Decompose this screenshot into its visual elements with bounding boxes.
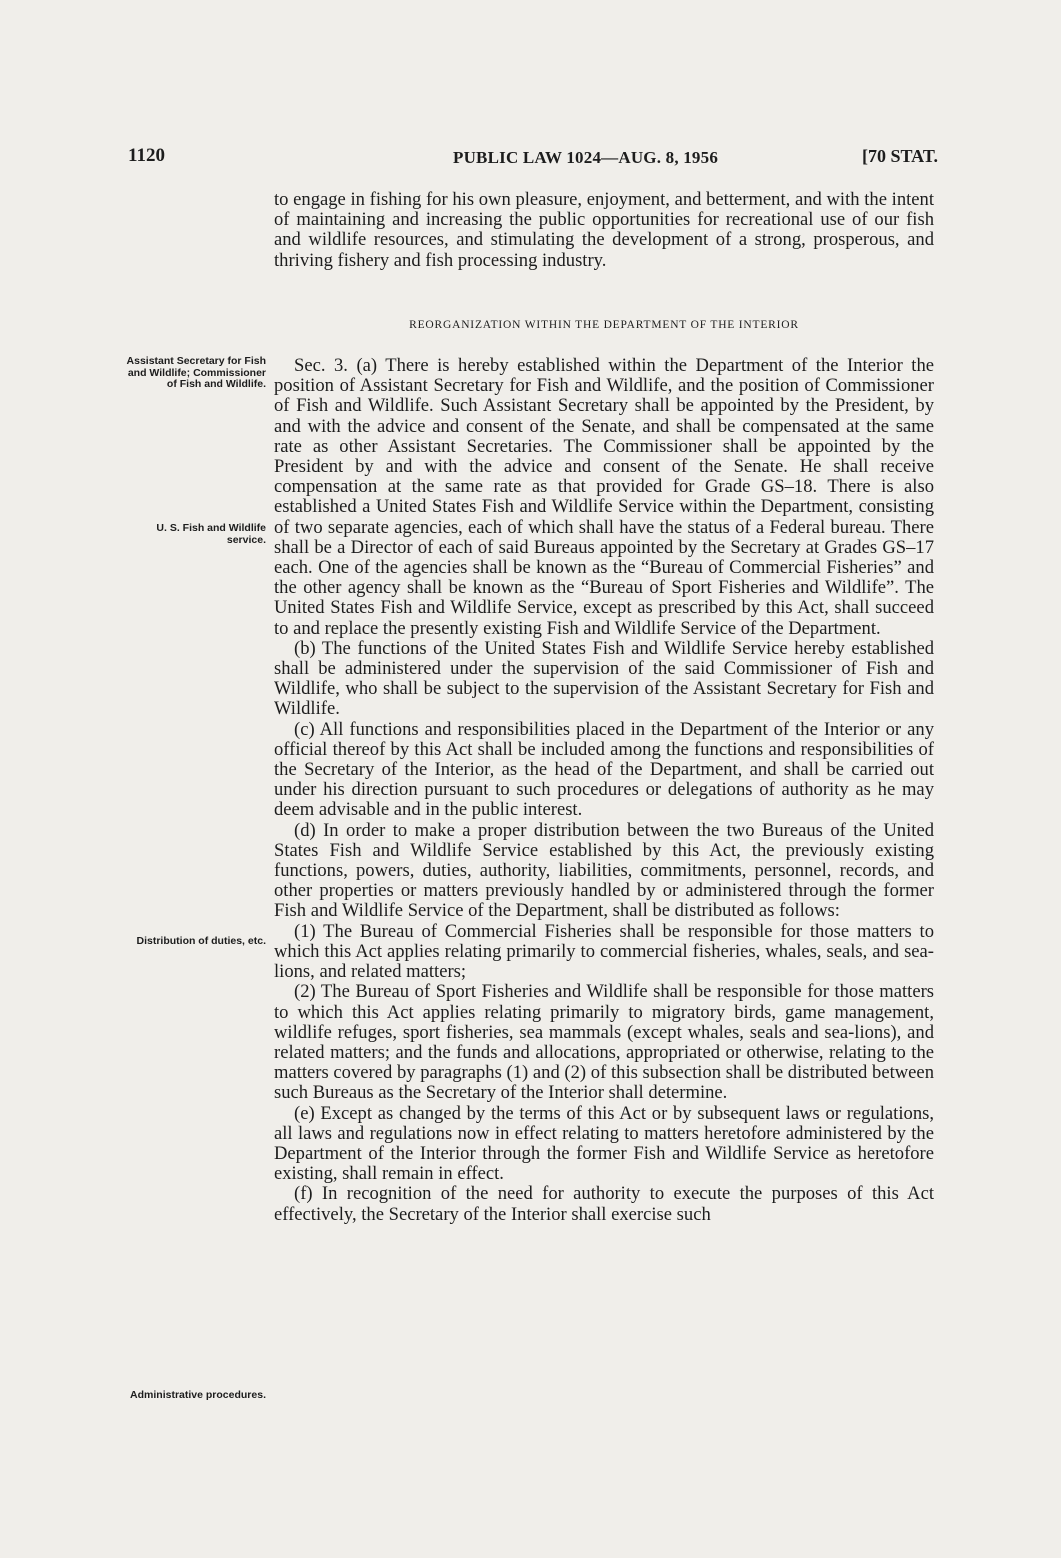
section-heading: REORGANIZATION WITHIN THE DEPARTMENT OF THE INTERIOR [409,319,799,331]
page-number: 1120 [128,145,165,166]
paragraph-d-2: (2) The Bureau of Sport Fisheries and Wildlife shall be responsible for those matters to which this Act applies relating primarily to migratory birds, game management, wildlife refuges, sport fisheries, sea mammals (except whales, seals and sea-lions), and related matters; and the funds and allocations, appropriated or otherwise, relating to the matters covered by paragraphs (1) and (2) of this subsection shall be distributed between such Bureaus as the Secretary of the Interior shall determine. [274,981,934,1104]
paragraph-e: (e) Except as changed by the terms of this Act or by subsequent laws or regulations, all laws and regulations now in effect relating to matters heretofore administered by the Department of the Interior through the former Fish and Wildlife Service as heretofore existing, shall remain in effect. [274,1102,934,1185]
margin-note-assistant-secretary: Assistant Secretary for Fish and Wildlife; Commissioner of Fish and Wildlife. [126,355,266,390]
margin-note-distribution-of-duties: Distribution of duties, etc. [136,935,266,947]
paragraph-c: (c) All functions and responsibilities placed in the Department of the Interior or any official thereof by this Act shall be included among the functions and responsibilities of the Secretary of the Interior, as the head of the Department, and shall be carried out under his direction pursuant to such procedures or delegations of authority as he may deem advisable and in the public interest. [274,718,934,821]
paragraph-b: (b) The functions of the United States Fish and Wildlife Service hereby established shall be administered under the supervision of the said Commissioner of Fish and Wildlife, who shall be subject to the supervision of the Assistant Secretary for Fish and Wildlife. [274,637,934,720]
section-3-body [274,356,934,1225]
paragraph-sec-3-a: Sec. 3. (a) There is hereby established within the Department of the Interior the position of Assistant Secretary for Fish and Wildlife, and the position of Commissioner of Fish and Wildlife. Such Assistant Secretary shall be appointed by the President, by and with the advice and consent of the Senate, and shall be compensated at the same rate as other Assistant Secretaries. The Commissioner shall be appointed by the President by and with the advice and consent of the Senate. He shall receive compensation at the same rate as that provided for Grade GS–18. There is also established a United States Fish and Wildlife Service within the Department, consisting of two separate agencies, each of which shall have the status of a Federal bureau. There shall be a Director of each of said Bureaus appointed by the Secretary at Grades GS–17 each. One of the agencies shall be known as the “Bureau of Commercial Fisheries” and the other agency shall be known as the “Bureau of Sport Fisheries and Wildlife”. The United States Fish and Wildlife Service, except as prescribed by this Act, shall succeed to and replace the presently existing Fish and Wildlife Service of the Department. [274,355,934,639]
running-header [128,145,938,171]
paragraph-f: (f) In recognition of the need for authority to execute the purposes of this Act effectively, the Secretary of the Interior shall exercise such [274,1183,934,1225]
margin-note-fish-wildlife-service: U. S. Fish and Wildlife service. [156,522,266,546]
paragraph-d: (d) In order to make a proper distribution between the two Bureaus of the United States Fish and Wildlife Service established by this Act, the previously existing functions, powers, duties, authority, liabilities, commitments, personnel, records, and other properties or matters previously handled by or administered through the former Fish and Wildlife Service of the Department, shall be distributed as follows: [274,819,934,922]
margin-note-administrative-procedures: Administrative procedures. [130,1389,266,1401]
running-title: PUBLIC LAW 1024—AUG. 8, 1956 [453,148,719,167]
intro-block [274,190,934,271]
paragraph-d-1: (1) The Bureau of Commercial Fisheries shall be responsible for those matters to which this Act applies relating primarily to commercial fisheries, whales, seals, and sea-lions, and related matters; [274,920,934,983]
statute-reference: [70 STAT. [861,146,938,166]
intro-paragraph: to engage in fishing for his own pleasure, enjoyment, and betterment, and with the intent of maintaining and increasing the public opportunities for recreational use of our fish and wildlife resources, and stimulating the development of a strong, prosperous, and thriving fishery and fish processing industry. [274,189,934,271]
